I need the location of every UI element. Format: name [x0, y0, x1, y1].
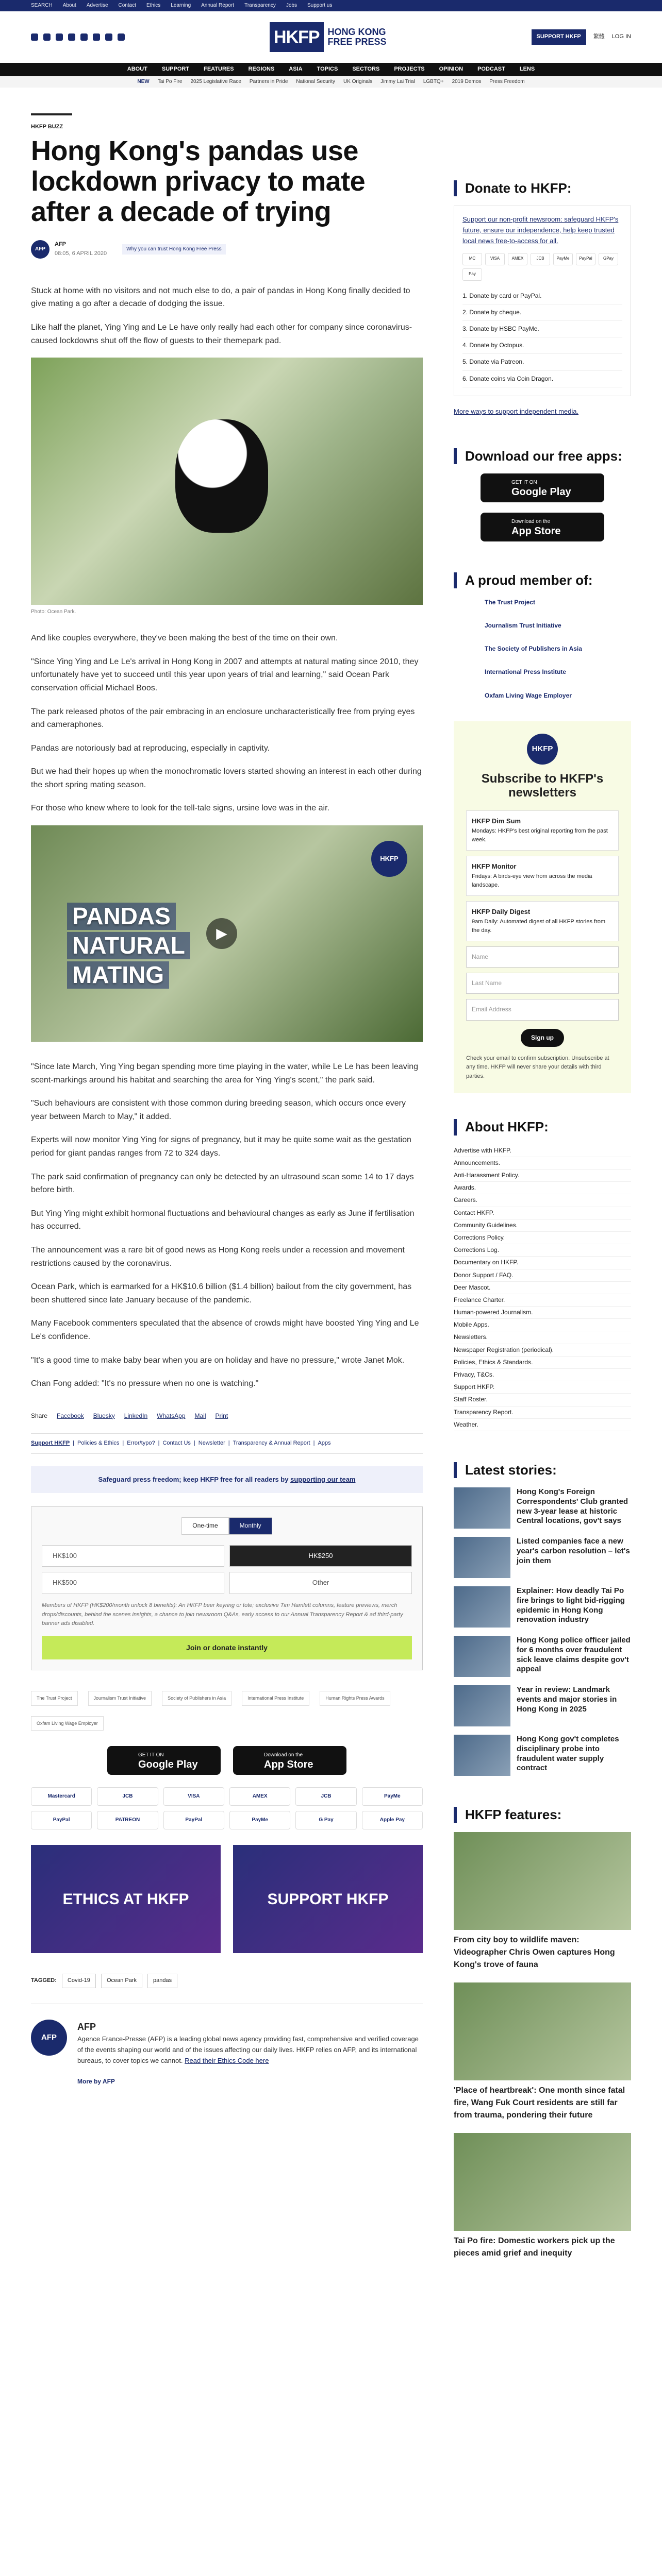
amount-option[interactable]: HK$500 [42, 1572, 224, 1594]
donate-heading: Donate to HKFP: [454, 180, 631, 196]
share-mail[interactable]: Mail [194, 1412, 206, 1419]
feature-story[interactable] [454, 1832, 631, 1971]
membership-note: Members of HKFP (HK$200/month unlock 8 benefits): An HKFP beer keyring or tote; exclusive Tim Hamlett columns, feature previews, merch drops/discounts, behind the scenes insights, a chance to join newsroom Q&As, early access to our Annual Transparency Report & ad third-party banner ads disabled. [42, 1602, 403, 1627]
more-ways-link[interactable]: More ways to support independent media. [454, 407, 579, 415]
newsletter-option[interactable]: HKFP Dim Sum Mondays: HKFP's best original reporting from the past week. [466, 810, 619, 851]
card-icon: GPay [599, 253, 618, 265]
support-links: Support HKFP | Policies & Ethics | Error/typo? | Contact Us | Newsletter | Transparency & Annual Report | Apps [31, 1433, 423, 1454]
mastercard-icon[interactable]: Mastercard [31, 1787, 92, 1806]
email-field[interactable]: Email Address [466, 999, 619, 1020]
about-link[interactable]: Corrections Log. [454, 1244, 631, 1257]
story-thumbnail[interactable] [454, 1487, 510, 1529]
site-header [0, 11, 662, 63]
paragraph: "Since Ying Ying and Le Le's arrival in Hong Kong in 2007 and attempts at natural mating since 2010, they unfortunately have yet to succeed until this year upon years of trial and learning," said Ocean Park conservation official Michael Boos. [31, 657, 419, 692]
about-link[interactable]: Support HKFP. [454, 1381, 631, 1394]
support-banner: Safeguard press freedom; keep HKFP free for all readers by supporting our team [31, 1466, 423, 1494]
new-label: NEW [137, 79, 150, 84]
panda-photo [31, 358, 423, 605]
tags-label: TAGGED: [31, 1977, 57, 1984]
story-thumbnail[interactable] [454, 1685, 510, 1726]
amount-option-other[interactable]: Other [229, 1572, 412, 1594]
article-kicker[interactable]: HKFP BUZZ [31, 124, 63, 130]
top-utility-bar [0, 0, 662, 11]
card-icon: VISA [485, 253, 505, 265]
story-thumbnail[interactable] [454, 1586, 510, 1628]
card-icons [462, 253, 622, 281]
header-actions [532, 29, 631, 45]
google-play-button[interactable]: GET IT ON Google Play [107, 1746, 221, 1775]
nav-topics[interactable]: TOPICS [317, 66, 338, 73]
author-name[interactable]: AFP [55, 241, 66, 248]
donate-step[interactable]: 4. Donate by Octopus. [462, 337, 622, 354]
author-box-avatar[interactable]: AFP [31, 2020, 67, 2056]
member-logo[interactable]: The Trust Project [485, 598, 536, 606]
donate-step[interactable]: 1. Donate by card or PayPal. [462, 288, 622, 304]
donate-box [454, 206, 631, 396]
newsletter-option[interactable]: HKFP Monitor Fridays: A birds-eye view from across the media landscape. [466, 856, 619, 896]
title-rule [31, 113, 72, 115]
sidebar-apps [454, 473, 631, 541]
feature-story[interactable] [454, 2133, 631, 2260]
nav-features[interactable]: FEATURES [204, 66, 234, 73]
trending-bar [0, 76, 662, 88]
card-icon: MC [462, 253, 482, 265]
author-bio: Agence France-Presse (AFP) is a leading global news agency providing fast, comprehensive and verified coverage of the events shaping our world and of the issues affecting our daily lives. HKFP relies on AFP, and its international bureaus, to cover topics we cannot. Read their Ethics Code here [77, 2035, 419, 2065]
nav-sectors[interactable]: SECTORS [352, 66, 380, 73]
tag-list [31, 1974, 423, 1988]
trending-link[interactable]: Tai Po Fire [157, 79, 183, 84]
paragraph: Pandas are notoriously bad at reproducing, especially in captivity. [31, 743, 270, 753]
top-jobs-link[interactable]: Jobs [286, 3, 297, 8]
paragraph: Experts will now monitor Ying Ying for signs of pregnancy, but it may be quite some wait as the gestation period for giant pandas ranges from 72 to 324 days. [31, 1136, 411, 1158]
share-facebook[interactable]: Facebook [57, 1412, 84, 1419]
support-button[interactable]: SUPPORT HKFP [532, 29, 586, 45]
story-title[interactable]: Hong Kong police officer jailed for 6 months over fraudulent sick leave claims despite gov't appeal [517, 1636, 631, 1674]
photo-caption: Photo: Ocean Park. [31, 609, 76, 615]
feature-image[interactable] [454, 2133, 631, 2231]
latest-story[interactable] [454, 1537, 631, 1578]
about-link[interactable]: Anti-Harassment Policy. [454, 1170, 631, 1182]
member-logo[interactable]: International Press Institute [485, 668, 567, 676]
support-team-link[interactable]: supporting our team [290, 1475, 356, 1483]
paragraph: But we had their hopes up when the monochromatic lovers started showing an interest in each other during the short spring mating season. [31, 767, 422, 789]
donate-steps [462, 288, 622, 387]
about-list [454, 1145, 631, 1431]
top-ethics-link[interactable]: Ethics [146, 3, 161, 8]
about-link[interactable]: Community Guidelines. [454, 1219, 631, 1232]
about-link[interactable]: Newspaper Registration (periodical). [454, 1344, 631, 1357]
sopa-badge[interactable]: Society of Publishers in Asia [162, 1691, 231, 1705]
main-nav [0, 63, 662, 76]
paragraph: "Since late March, Ying Ying began spending more time playing in the water, while Le Le has been leaving scent-markings around his habitat and searching the area for Ying Ying's scent," the park said. [31, 1062, 419, 1084]
card-icon: JCB [531, 253, 550, 265]
nav-support[interactable]: SUPPORT [161, 66, 190, 73]
paragraph: The announcement was a rare bit of good news as Hong Kong reels under a recession and movement restrictions caused by the coronavirus. [31, 1246, 405, 1268]
amount-option-selected[interactable]: HK$250 [229, 1545, 412, 1567]
video-logo: HKFP [371, 841, 407, 877]
nav-about[interactable]: ABOUT [127, 66, 147, 73]
amount-option[interactable]: HK$100 [42, 1545, 224, 1567]
paypal-icon[interactable]: PayPal [31, 1811, 92, 1829]
video-title: PANDAS NATURAL MATING [67, 903, 190, 991]
paragraph: "It's a good time to make baby bear when you are on holiday and have no pressure," wrote Janet Mok. [31, 1355, 405, 1365]
youtube-icon[interactable] [93, 33, 100, 41]
donate-button[interactable]: Join or donate instantly [42, 1636, 412, 1659]
play-icon[interactable]: ▶ [206, 918, 237, 949]
paragraph: "Such behaviours are consistent with those common during breeding season, which occurs once every year between March to May," it added. [31, 1099, 406, 1121]
story-title[interactable]: Listed companies face a new year's carbon resolution – let's join them [517, 1537, 630, 1565]
rss-icon[interactable] [118, 33, 125, 41]
paragraph: Ocean Park, which is earmarked for a HK$10.6 billion ($1.4 billion) bailout from the city government, has been shuttered since late January because of the pandemic. [31, 1282, 412, 1304]
site-logo[interactable] [270, 22, 387, 52]
donate-step[interactable]: 5. Donate via Patreon. [462, 354, 622, 370]
story-thumbnail[interactable] [454, 1735, 510, 1776]
instagram-icon[interactable] [56, 33, 63, 41]
paragraph: Chan Fong added: "It's no pressure when no one is watching." [31, 1379, 259, 1388]
sidebar [454, 180, 631, 2271]
login-link[interactable]: LOG IN [611, 33, 631, 40]
feature-image[interactable] [454, 1832, 631, 1930]
share-bar [31, 1411, 423, 1421]
story-thumbnail[interactable] [454, 1537, 510, 1578]
promo-row [31, 1845, 423, 1953]
payme-icon[interactable]: PayMe [229, 1811, 290, 1829]
paragraph: The park said confirmation of pregnancy can only be detected by an ultrasound scan some 14 to 17 days before birth. [31, 1172, 414, 1195]
tag[interactable]: Covid-19 [62, 1974, 96, 1988]
contact-link[interactable]: Contact Us [162, 1439, 191, 1446]
trending-link[interactable]: Partners in Pride [249, 79, 288, 84]
members-heading: A proud member of: [454, 572, 631, 588]
card-icon: Pay [462, 268, 482, 281]
member-logo[interactable]: The Society of Publishers in Asia [485, 645, 582, 653]
trending-link[interactable]: 2025 Legislative Race [190, 79, 241, 84]
author-avatar[interactable]: AFP [31, 240, 49, 259]
about-link[interactable]: Weather. [454, 1419, 631, 1431]
byline [31, 240, 423, 259]
top-search-link[interactable]: SEARCH [31, 3, 53, 8]
tag[interactable]: pandas [147, 1974, 177, 1988]
applepay-icon[interactable]: Apple Pay [362, 1811, 423, 1829]
trending-link[interactable]: 2019 Demos [452, 79, 482, 84]
about-link[interactable]: Policies, Ethics & Standards. [454, 1357, 631, 1369]
newsletter-title: Subscribe to HKFP's newsletters [481, 771, 604, 800]
latest-heading: Latest stories: [454, 1462, 631, 1478]
name-field[interactable]: Name [466, 946, 619, 968]
typo-link[interactable]: Error/typo? [127, 1439, 155, 1446]
threads-icon[interactable] [68, 33, 75, 41]
feature-story[interactable] [454, 1982, 631, 2122]
support-promo[interactable]: SUPPORT HKFP [233, 1845, 423, 1953]
latest-story[interactable] [454, 1735, 631, 1776]
google-play-button[interactable]: GET IT ON Google Play [481, 473, 604, 502]
story-title[interactable]: Explainer: How deadly Tai Po fire brings to light bid-rigging epidemic in Hong Kong renovation industry [517, 1586, 625, 1624]
top-learning-link[interactable]: Learning [171, 3, 191, 8]
paragraph: Like half the planet, Ying Ying and Le Le have only really had each other for company since coronavirus-caused lockdowns shut off the flow of guests to their themepark pad. [31, 323, 412, 345]
social-icons [31, 33, 125, 41]
about-link[interactable]: Careers. [454, 1194, 631, 1207]
top-advertise-link[interactable]: Advertise [86, 3, 108, 8]
apps-link[interactable]: Apps [318, 1439, 331, 1446]
about-heading: About HKFP: [454, 1119, 631, 1135]
about-link[interactable]: Donor Support / FAQ. [454, 1269, 631, 1282]
article-title: Hong Kong's pandas use lockdown privacy to mate after a decade of trying [31, 135, 366, 228]
top-annual-report-link[interactable]: Annual Report [201, 3, 235, 8]
app-store-button[interactable]: Download on the App Store [233, 1746, 346, 1775]
share-bluesky[interactable]: Bluesky [93, 1412, 115, 1419]
story-title[interactable]: Year in review: Landmark events and major stories in Hong Kong in 2025 [517, 1685, 617, 1714]
policies-link[interactable]: Policies & Ethics [77, 1439, 120, 1446]
trust-link[interactable]: Why you can trust Hong Kong Free Press [122, 244, 226, 255]
share-label: Share [31, 1412, 48, 1419]
share-print[interactable]: Print [215, 1412, 228, 1419]
author-box [31, 2004, 423, 2087]
donate-step[interactable]: 3. Donate by HSBC PayMe. [462, 321, 622, 337]
amex-icon[interactable]: AMEX [229, 1787, 290, 1806]
card-icon: PayMe [553, 253, 573, 265]
more-by-author[interactable]: More by AFP [77, 2077, 115, 2085]
donate-step[interactable]: 6. Donate coins via Coin Dragon. [462, 371, 622, 387]
story-title[interactable]: Hong Kong's Foreign Correspondents' Club granted new 3-year lease at historic Central locations, gov't says [517, 1487, 628, 1526]
about-link[interactable]: Documentary on HKFP. [454, 1257, 631, 1269]
amount-options [42, 1545, 412, 1595]
member-logo[interactable]: Oxfam Living Wage Employer [485, 691, 572, 699]
about-link[interactable]: Awards. [454, 1182, 631, 1194]
signup-button[interactable]: Sign up [521, 1029, 564, 1047]
app-store-button[interactable]: Download on the App Store [481, 513, 604, 541]
donate-intro[interactable]: Support our non-profit newsroom: safeguard HKFP's future, ensure our independence, help keep trusted local news free-to-access for all. [462, 215, 619, 245]
transparency-link[interactable]: Transparency & Annual Report [233, 1439, 310, 1446]
logo-text: HONG KONG FREE PRESS [327, 27, 387, 47]
about-link[interactable]: Newsletters. [454, 1331, 631, 1344]
ethics-code-link[interactable]: Read their Ethics Code here [185, 2057, 269, 2065]
features-list [454, 1832, 631, 2260]
about-link[interactable]: Freelance Charter. [454, 1294, 631, 1307]
paragraph: And like couples everywhere, they've been making the best of the time on their own. [31, 634, 338, 643]
patreon-icon[interactable]: PATREON [97, 1811, 158, 1829]
about-link[interactable]: Corrections Policy. [454, 1232, 631, 1244]
trending-link[interactable]: LGBTQ+ [423, 79, 444, 84]
jti-badge[interactable]: Journalism Trust Initiative [88, 1691, 152, 1705]
paragraph: For those who knew where to look for the tell-tale signs, ursine love was in the air. [31, 804, 329, 813]
member-logos [454, 598, 631, 701]
latest-story[interactable] [454, 1685, 631, 1726]
frequency-toggle [42, 1517, 412, 1534]
paragraph: The park released photos of the pair embracing in an enclosure uncharacteristically free from prying eyes and cameraphones. [31, 707, 415, 730]
card-icon: PayPal [576, 253, 595, 265]
top-about-link[interactable]: About [62, 3, 76, 8]
paypal-icon[interactable]: PayPal [163, 1811, 224, 1829]
last-name-field[interactable]: Last Name [466, 973, 619, 994]
newsletter-logo: HKFP [527, 734, 558, 765]
publish-date: 08:05, 6 APRIL 2020 [55, 250, 107, 257]
nav-podcast[interactable]: PODCAST [477, 66, 505, 73]
trust-project-badge[interactable]: The Trust Project [31, 1691, 78, 1705]
story-title[interactable]: Hong Kong gov't completes disciplinary probe into fraudulent water supply contract [517, 1735, 619, 1773]
newsletter-link[interactable]: Newsletter [198, 1439, 225, 1446]
tag[interactable]: Ocean Park [101, 1974, 142, 1988]
nav-lens[interactable]: LENS [519, 66, 535, 73]
oxfam-badge[interactable]: Oxfam Living Wage Employer [31, 1716, 104, 1731]
about-link[interactable]: Deer Mascot. [454, 1282, 631, 1294]
latest-story[interactable] [454, 1586, 631, 1628]
feature-title[interactable]: 'Place of heartbreak': One month since fatal fire, Wang Fuk Court residents are still far from trauma, pondering their future [454, 2086, 625, 2120]
newsletter-option[interactable]: HKFP Daily Digest 9am Daily: Automated digest of all HKFP stories from the day. [466, 901, 619, 941]
latest-story[interactable] [454, 1487, 631, 1529]
app-badges [31, 1746, 423, 1775]
facebook-icon[interactable] [31, 33, 38, 41]
about-link[interactable]: Privacy, T&Cs. [454, 1369, 631, 1381]
top-support-link[interactable]: Support us [307, 3, 333, 8]
newsletter-fineprint: Check your email to confirm subscription. Unsubscribe at any time. HKFP will never share your details with third parties. [466, 1055, 609, 1079]
paragraph: But Ying Ying might exhibit hormonal fluctuations and behavioural changes as early as June if fertilisation has occurred. [31, 1209, 415, 1231]
donate-step[interactable]: 2. Donate by cheque. [462, 304, 622, 321]
about-link[interactable]: Contact HKFP. [454, 1207, 631, 1219]
apps-heading: Download our free apps: [454, 448, 631, 464]
about-link[interactable]: Transparency Report. [454, 1406, 631, 1419]
trending-link[interactable]: National Security [296, 79, 335, 84]
one-time-tab[interactable]: One-time [181, 1517, 228, 1534]
hrpa-badge[interactable]: Human Rights Press Awards [320, 1691, 390, 1705]
trending-link[interactable]: Jimmy Lai Trial [380, 79, 415, 84]
about-link[interactable]: Mobile Apps. [454, 1319, 631, 1331]
share-linkedin[interactable]: LinkedIn [124, 1412, 148, 1419]
payme-icon[interactable]: PayMe [362, 1787, 423, 1806]
donation-widget [31, 1506, 423, 1670]
top-transparency-link[interactable]: Transparency [244, 3, 276, 8]
trending-link[interactable]: Press Freedom [489, 79, 525, 84]
nav-projects[interactable]: PROJECTS [394, 66, 425, 73]
membership-badges [31, 1691, 423, 1731]
telegram-icon[interactable] [105, 33, 112, 41]
latest-story[interactable] [454, 1636, 631, 1677]
feature-title[interactable]: From city boy to wildlife maven: Videographer Chris Owen captures Hong Kong's trove of fauna [454, 1936, 615, 1970]
paragraph: Many Facebook commenters speculated that the absence of crowds might have boosted Ying Ying and Le Le's confidence. [31, 1319, 419, 1341]
author-box-name[interactable]: AFP [77, 2021, 96, 2032]
ethics-promo[interactable]: ETHICS AT HKFP [31, 1845, 221, 1953]
support-hkfp-link[interactable]: Support HKFP [31, 1439, 70, 1446]
payment-methods [31, 1787, 423, 1829]
visa-icon[interactable]: VISA [163, 1787, 224, 1806]
ipi-badge[interactable]: International Press Institute [242, 1691, 309, 1705]
about-link[interactable]: Advertise with HKFP. [454, 1145, 631, 1157]
top-contact-link[interactable]: Contact [118, 3, 136, 8]
about-link[interactable]: Human-powered Journalism. [454, 1307, 631, 1319]
nav-asia[interactable]: ASIA [289, 66, 303, 73]
about-link[interactable]: Staff Roster. [454, 1394, 631, 1406]
about-link[interactable]: Announcements. [454, 1157, 631, 1170]
monthly-tab[interactable]: Monthly [229, 1517, 272, 1534]
jcb-icon[interactable]: JCB [97, 1787, 158, 1806]
linkedin-icon[interactable] [80, 33, 88, 41]
latest-list [454, 1487, 631, 1776]
x-icon[interactable] [43, 33, 51, 41]
trending-link[interactable]: UK Originals [343, 79, 373, 84]
nav-regions[interactable]: REGIONS [248, 66, 275, 73]
member-logo[interactable]: Journalism Trust Initiative [485, 622, 561, 630]
logo-box: HKFP [270, 22, 324, 52]
article-main [31, 113, 423, 2271]
feature-image[interactable] [454, 1982, 631, 2080]
video-embed[interactable] [31, 825, 423, 1042]
card-icon: AMEX [508, 253, 527, 265]
features-heading: HKFP features: [454, 1807, 631, 1823]
paragraph: Stuck at home with no visitors and not much else to do, a pair of pandas in Hong Kong finally decided to give mating a go after a decade of dodging the issue. [31, 286, 410, 309]
newsletter-box [454, 721, 631, 1094]
language-link[interactable]: 繁體 [593, 33, 605, 40]
story-thumbnail[interactable] [454, 1636, 510, 1677]
gpay-icon[interactable]: G Pay [295, 1811, 356, 1829]
nav-opinion[interactable]: OPINION [439, 66, 464, 73]
jcb-icon[interactable]: JCB [295, 1787, 356, 1806]
feature-title[interactable]: Tai Po fire: Domestic workers pick up the pieces amid grief and inequity [454, 2236, 615, 2258]
share-whatsapp[interactable]: WhatsApp [157, 1412, 186, 1419]
